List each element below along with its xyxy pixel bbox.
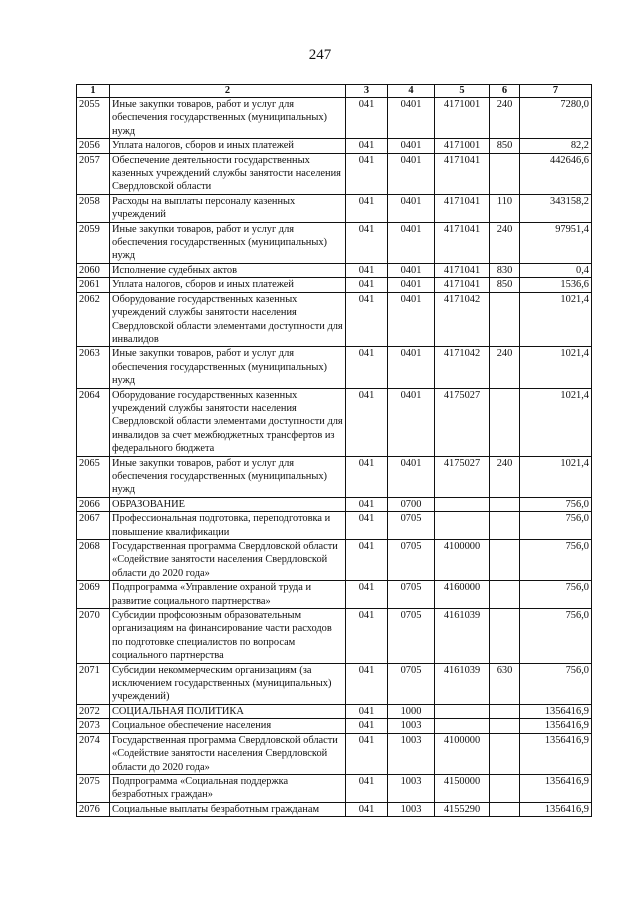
- row-name: ОБРАЗОВАНИЕ: [110, 497, 346, 511]
- row-number: 2057: [77, 153, 110, 194]
- row-name: Субсидии профсоюзным образовательным организациям на финансирование части расходов по подготовке специалистов по вопросам социального партнерства: [110, 609, 346, 664]
- row-code-6: [490, 733, 520, 774]
- column-header: 7: [520, 85, 592, 98]
- row-name: Социальные выплаты безработным гражданам: [110, 802, 346, 816]
- row-code-3: 041: [346, 733, 388, 774]
- row-code-4: 0401: [388, 98, 435, 139]
- row-code-4: 1003: [388, 802, 435, 816]
- row-code-6: [490, 388, 520, 456]
- row-code-6: [490, 497, 520, 511]
- row-number: 2073: [77, 719, 110, 733]
- row-code-3: 041: [346, 278, 388, 292]
- row-amount: 756,0: [520, 609, 592, 664]
- table-row: [77, 719, 592, 733]
- row-code-5: 4171001: [435, 139, 490, 153]
- table-row: [77, 774, 592, 802]
- row-code-6: [490, 704, 520, 718]
- row-number: 2076: [77, 802, 110, 816]
- row-code-6: 630: [490, 663, 520, 704]
- row-code-6: [490, 719, 520, 733]
- row-code-5: 4150000: [435, 774, 490, 802]
- row-code-6: 830: [490, 263, 520, 277]
- row-code-6: 850: [490, 139, 520, 153]
- table-row: [77, 733, 592, 774]
- row-code-6: [490, 581, 520, 609]
- row-code-5: 4171042: [435, 292, 490, 347]
- row-code-4: 0401: [388, 222, 435, 263]
- row-amount: 1021,4: [520, 347, 592, 388]
- table-row: [77, 153, 592, 194]
- row-code-3: 041: [346, 774, 388, 802]
- column-header: 2: [110, 85, 346, 98]
- row-amount: 1021,4: [520, 456, 592, 497]
- row-code-3: 041: [346, 263, 388, 277]
- row-code-3: 041: [346, 153, 388, 194]
- row-code-5: 4100000: [435, 733, 490, 774]
- row-code-5: 4171041: [435, 278, 490, 292]
- row-amount: 1356416,9: [520, 774, 592, 802]
- row-code-5: 4171041: [435, 194, 490, 222]
- row-name: Оборудование государственных казенных учреждений службы занятости населения Свердловской области элементами доступности для инвалидов за счет межбюджетных трансфертов из федерального бюджета: [110, 388, 346, 456]
- row-number: 2066: [77, 497, 110, 511]
- row-number: 2068: [77, 540, 110, 581]
- row-amount: 1021,4: [520, 292, 592, 347]
- row-name: СОЦИАЛЬНАЯ ПОЛИТИКА: [110, 704, 346, 718]
- row-number: 2069: [77, 581, 110, 609]
- row-number: 2075: [77, 774, 110, 802]
- column-header: 4: [388, 85, 435, 98]
- row-code-5: 4100000: [435, 540, 490, 581]
- table-body: [77, 98, 592, 817]
- row-code-4: 0401: [388, 278, 435, 292]
- row-name: Иные закупки товаров, работ и услуг для обеспечения государственных (муниципальных) нужд: [110, 222, 346, 263]
- row-number: 2062: [77, 292, 110, 347]
- row-number: 2064: [77, 388, 110, 456]
- row-code-4: 0705: [388, 609, 435, 664]
- row-name: Исполнение судебных актов: [110, 263, 346, 277]
- row-code-4: 0705: [388, 663, 435, 704]
- row-code-4: 0705: [388, 512, 435, 540]
- row-code-4: 1000: [388, 704, 435, 718]
- row-amount: 1356416,9: [520, 704, 592, 718]
- row-code-4: 0401: [388, 153, 435, 194]
- row-amount: 1356416,9: [520, 733, 592, 774]
- row-code-5: 4161039: [435, 609, 490, 664]
- table-row: [77, 292, 592, 347]
- row-code-5: 4171042: [435, 347, 490, 388]
- row-code-6: 850: [490, 278, 520, 292]
- row-code-6: [490, 512, 520, 540]
- row-code-4: 0705: [388, 581, 435, 609]
- table-row: [77, 388, 592, 456]
- row-name: Обеспечение деятельности государственных казенных учреждений службы занятости населения Свердловской области: [110, 153, 346, 194]
- row-amount: 756,0: [520, 663, 592, 704]
- row-amount: 1356416,9: [520, 719, 592, 733]
- row-code-6: 240: [490, 456, 520, 497]
- row-code-5: 4161039: [435, 663, 490, 704]
- column-header: 5: [435, 85, 490, 98]
- row-code-4: 1003: [388, 733, 435, 774]
- row-amount: 1356416,9: [520, 802, 592, 816]
- row-code-5: 4175027: [435, 456, 490, 497]
- row-name: Социальное обеспечение населения: [110, 719, 346, 733]
- table-row: [77, 98, 592, 139]
- row-code-3: 041: [346, 512, 388, 540]
- row-amount: 756,0: [520, 581, 592, 609]
- row-amount: 7280,0: [520, 98, 592, 139]
- row-amount: 1021,4: [520, 388, 592, 456]
- row-amount: 0,4: [520, 263, 592, 277]
- row-code-3: 041: [346, 609, 388, 664]
- table-header-row: [77, 85, 592, 98]
- row-amount: 442646,6: [520, 153, 592, 194]
- row-code-5: 4155290: [435, 802, 490, 816]
- row-code-4: 0401: [388, 456, 435, 497]
- table-row: [77, 456, 592, 497]
- row-code-4: 1003: [388, 719, 435, 733]
- row-name: Подпрограмма «Социальная поддержка безработных граждан»: [110, 774, 346, 802]
- row-number: 2056: [77, 139, 110, 153]
- table-row: [77, 802, 592, 816]
- row-code-5: 4171041: [435, 263, 490, 277]
- column-header: 1: [77, 85, 110, 98]
- row-code-3: 041: [346, 139, 388, 153]
- row-name: Иные закупки товаров, работ и услуг для обеспечения государственных (муниципальных) нужд: [110, 456, 346, 497]
- row-code-3: 041: [346, 581, 388, 609]
- row-code-6: [490, 540, 520, 581]
- table-row: [77, 139, 592, 153]
- row-code-4: 0401: [388, 347, 435, 388]
- row-code-5: [435, 719, 490, 733]
- budget-table: [76, 84, 592, 817]
- row-name: Профессиональная подготовка, переподготовка и повышение квалификации: [110, 512, 346, 540]
- row-code-5: [435, 497, 490, 511]
- row-code-6: 240: [490, 347, 520, 388]
- row-name: Субсидии некоммерческим организациям (за исключением государственных (муниципальных) учреждений): [110, 663, 346, 704]
- row-amount: 1536,6: [520, 278, 592, 292]
- row-name: Иные закупки товаров, работ и услуг для обеспечения государственных (муниципальных) нужд: [110, 98, 346, 139]
- row-code-4: 1003: [388, 774, 435, 802]
- row-code-4: 0705: [388, 540, 435, 581]
- row-code-3: 041: [346, 292, 388, 347]
- row-name: Уплата налогов, сборов и иных платежей: [110, 139, 346, 153]
- row-code-5: [435, 512, 490, 540]
- row-code-5: [435, 704, 490, 718]
- table-row: [77, 540, 592, 581]
- row-code-3: 041: [346, 704, 388, 718]
- table-row: [77, 222, 592, 263]
- row-amount: 97951,4: [520, 222, 592, 263]
- row-number: 2061: [77, 278, 110, 292]
- row-code-6: [490, 774, 520, 802]
- table-row: [77, 704, 592, 718]
- row-amount: 756,0: [520, 540, 592, 581]
- row-code-5: 4175027: [435, 388, 490, 456]
- row-name: Уплата налогов, сборов и иных платежей: [110, 278, 346, 292]
- row-code-6: [490, 292, 520, 347]
- row-amount: 82,2: [520, 139, 592, 153]
- row-code-4: 0401: [388, 292, 435, 347]
- row-code-6: [490, 153, 520, 194]
- row-number: 2058: [77, 194, 110, 222]
- table-row: [77, 581, 592, 609]
- row-code-3: 041: [346, 194, 388, 222]
- table-row: [77, 278, 592, 292]
- row-code-6: 240: [490, 222, 520, 263]
- row-name: Государственная программа Свердловской области «Содействие занятости населения Свердловской области до 2020 года»: [110, 540, 346, 581]
- row-code-4: 0700: [388, 497, 435, 511]
- row-amount: 343158,2: [520, 194, 592, 222]
- row-code-3: 041: [346, 540, 388, 581]
- row-name: Расходы на выплаты персоналу казенных учреждений: [110, 194, 346, 222]
- row-code-3: 041: [346, 663, 388, 704]
- row-amount: 756,0: [520, 497, 592, 511]
- row-code-3: 041: [346, 347, 388, 388]
- table-row: [77, 663, 592, 704]
- row-number: 2065: [77, 456, 110, 497]
- row-number: 2072: [77, 704, 110, 718]
- table-row: [77, 194, 592, 222]
- row-number: 2055: [77, 98, 110, 139]
- row-number: 2059: [77, 222, 110, 263]
- row-code-3: 041: [346, 497, 388, 511]
- row-number: 2070: [77, 609, 110, 664]
- column-header: 3: [346, 85, 388, 98]
- row-code-5: 4171001: [435, 98, 490, 139]
- column-header: 6: [490, 85, 520, 98]
- row-number: 2074: [77, 733, 110, 774]
- row-number: 2060: [77, 263, 110, 277]
- row-code-6: 240: [490, 98, 520, 139]
- table-row: [77, 263, 592, 277]
- row-code-5: 4171041: [435, 153, 490, 194]
- row-code-5: 4160000: [435, 581, 490, 609]
- row-code-4: 0401: [388, 388, 435, 456]
- row-code-3: 041: [346, 802, 388, 816]
- table-row: [77, 512, 592, 540]
- table-row: [77, 609, 592, 664]
- row-name: Подпрограмма «Управление охраной труда и развитие социального партнерства»: [110, 581, 346, 609]
- row-code-5: 4171041: [435, 222, 490, 263]
- row-name: Оборудование государственных казенных учреждений службы занятости населения Свердловской области элементами доступности для инвалидов: [110, 292, 346, 347]
- row-code-6: [490, 802, 520, 816]
- row-code-6: 110: [490, 194, 520, 222]
- table-row: [77, 497, 592, 511]
- table-row: [77, 347, 592, 388]
- row-number: 2067: [77, 512, 110, 540]
- row-number: 2063: [77, 347, 110, 388]
- row-number: 2071: [77, 663, 110, 704]
- page-number: 247: [308, 47, 332, 63]
- row-code-3: 041: [346, 388, 388, 456]
- row-code-4: 0401: [388, 139, 435, 153]
- row-amount: 756,0: [520, 512, 592, 540]
- row-code-3: 041: [346, 98, 388, 139]
- row-code-3: 041: [346, 456, 388, 497]
- row-code-3: 041: [346, 222, 388, 263]
- row-name: Иные закупки товаров, работ и услуг для обеспечения государственных (муниципальных) нужд: [110, 347, 346, 388]
- row-code-4: 0401: [388, 263, 435, 277]
- row-name: Государственная программа Свердловской области «Содействие занятости населения Свердловской области до 2020 года»: [110, 733, 346, 774]
- row-code-6: [490, 609, 520, 664]
- row-code-3: 041: [346, 719, 388, 733]
- row-code-4: 0401: [388, 194, 435, 222]
